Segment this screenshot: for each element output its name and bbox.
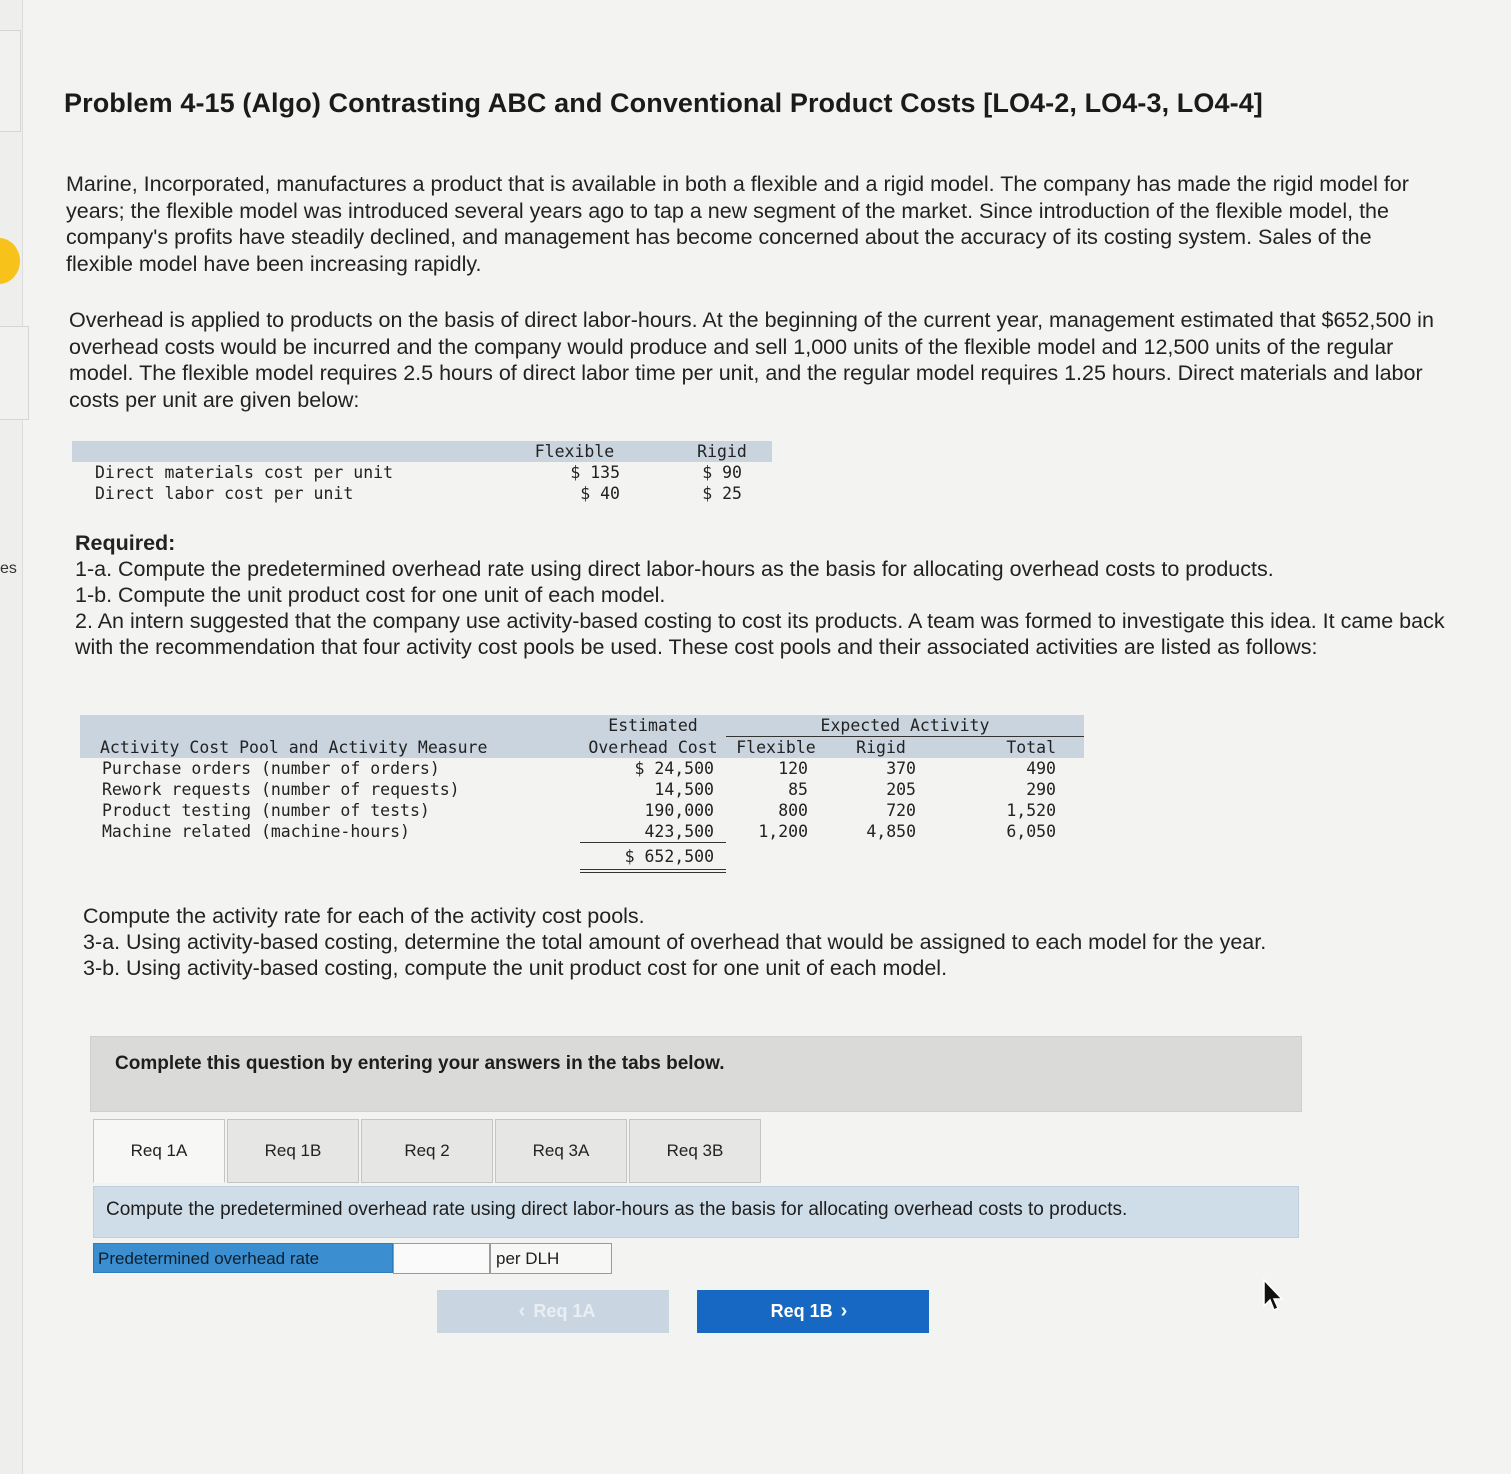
activity-cost-pool-table: [80, 715, 1084, 873]
cost-per-unit-table: [72, 441, 772, 504]
required-item: 3-a. Using activity-based costing, determine the total amount of overhead that would be assigned to each model for the year.: [83, 930, 1267, 954]
cell-spacer: [826, 843, 936, 872]
overhead-rate-input[interactable]: [393, 1243, 490, 1274]
cell-pool: Purchase orders (number of orders): [102, 759, 440, 778]
cell-rigid: $ 25: [702, 484, 742, 503]
cell-flexible: 120: [778, 759, 808, 778]
cell-rigid: 720: [886, 801, 916, 820]
tab-req-1b[interactable]: Req 1B: [227, 1119, 359, 1183]
table-row: [72, 483, 772, 504]
header-rigid: Rigid: [826, 737, 936, 759]
cell-cost: 14,500: [654, 780, 714, 799]
cell-total: 1,520: [1006, 801, 1056, 820]
required-item: 1-a. Compute the predetermined overhead rate using direct labor-hours as the basis for allocating overhead costs to products.: [75, 557, 1274, 581]
cell-flexible: 1,200: [758, 822, 808, 842]
cell-total-cost: $ 652,500: [580, 843, 726, 872]
left-panel-label: es: [0, 560, 17, 577]
required-item: 2. An intern suggested that the company use activity-based costing to cost its products. A team was formed to investigate this idea. It came back with the recommendation that four activity cost pools be used. These cost pools and their associated activities are listed as follows:: [75, 609, 1445, 659]
cell-pool: Rework requests (number of requests): [102, 780, 460, 799]
header-spacer: [80, 715, 580, 737]
instruction-banner-text: Complete this question by entering your answers in the tabs below.: [115, 1053, 725, 1074]
cell-spacer: [632, 462, 672, 483]
next-button[interactable]: [697, 1290, 929, 1333]
header-flexible: Flexible: [726, 737, 826, 759]
header-rigid: Rigid: [672, 441, 772, 462]
header-pool: Activity Cost Pool and Activity Measure: [80, 737, 580, 759]
table-row: [80, 800, 1084, 821]
tab-instruction-text: Compute the predetermined overhead rate using direct labor-hours as the basis for allocating overhead costs to products.: [106, 1199, 1128, 1220]
cell-total: 490: [1026, 759, 1056, 778]
cell-total: 6,050: [1006, 822, 1056, 842]
answer-unit: per DLH: [490, 1243, 612, 1274]
tab-req-1a[interactable]: Req 1A: [93, 1119, 225, 1183]
cell-rigid: $ 90: [702, 463, 742, 482]
left-panel-tab[interactable]: [0, 30, 21, 132]
tab-req-3a[interactable]: Req 3A: [495, 1119, 627, 1183]
row-label: Direct materials cost per unit: [95, 463, 394, 482]
cell-spacer: [726, 843, 826, 872]
cell-rigid: 370: [886, 759, 916, 778]
header-total: Total: [936, 737, 1084, 759]
cell-spacer: [936, 843, 1084, 872]
cell-cost: 190,000: [644, 801, 714, 820]
header-spacer: [72, 441, 517, 462]
required-heading: Required:: [75, 531, 176, 555]
chevron-right-icon: ›: [840, 1300, 848, 1322]
left-panel-tab[interactable]: [0, 326, 29, 420]
header-overhead-cost: Overhead Cost: [580, 737, 726, 759]
header-spacer: [632, 441, 672, 462]
row-label: Direct labor cost per unit: [95, 484, 354, 503]
cell-flexible: 85: [788, 780, 808, 799]
required-section: [75, 530, 1455, 660]
page-title: Problem 4-15 (Algo) Contrasting ABC and Conventional Product Costs [LO4-2, LO4-3, LO4-4]: [64, 88, 1263, 118]
problem-paragraph-1: Marine, Incorporated, manufactures a product that is available in both a flexible and a rigid model. The company has made the rigid model for years; the flexible model was introduced several years ago to tap a new segment of the market. Since introduction of the flexible model, the company's profits have steadily declined, and management has become concerned about the accuracy of its costing system. Sales of the flexible model have been increasing rapidly.: [66, 172, 1409, 276]
cell-pool: Machine related (machine-hours): [102, 822, 410, 842]
header-estimated: Estimated: [580, 715, 726, 737]
cell-cost: 423,500: [580, 821, 726, 843]
cell-cost: $ 24,500: [634, 759, 714, 778]
cell-rigid: 4,850: [866, 822, 916, 842]
header-expected-activity: Expected Activity: [726, 715, 1084, 737]
tab-req-2[interactable]: Req 2: [361, 1119, 493, 1183]
table-row: [80, 758, 1084, 779]
cell-flexible: $ 135: [570, 463, 620, 482]
table-row: [72, 462, 772, 483]
table-row-total: [80, 843, 1084, 872]
left-panel-edge: [0, 0, 23, 1474]
cell-spacer: [80, 843, 580, 872]
chevron-left-icon: ‹: [518, 1300, 526, 1322]
prev-button[interactable]: [437, 1290, 669, 1333]
cell-flexible: $ 40: [580, 484, 620, 503]
cell-flexible: 800: [778, 801, 808, 820]
required-item: Compute the activity rate for each of the activity cost pools.: [83, 904, 645, 928]
cell-total: 290: [1026, 780, 1056, 799]
header-flexible: Flexible: [517, 441, 632, 462]
required-section-2: [83, 903, 1413, 981]
mouse-cursor-icon: [1262, 1278, 1286, 1314]
required-item: 1-b. Compute the unit product cost for one unit of each model.: [75, 583, 666, 607]
required-item: 3-b. Using activity-based costing, compute the unit product cost for one unit of each model.: [83, 956, 948, 980]
table-row: [80, 779, 1084, 800]
req-tabs: [93, 1119, 763, 1185]
cell-pool: Product testing (number of tests): [102, 801, 430, 820]
answer-label: Predetermined overhead rate: [93, 1243, 393, 1273]
tab-req-3b[interactable]: Req 3B: [629, 1119, 761, 1183]
cell-spacer: [632, 483, 672, 504]
problem-paragraph-2: Overhead is applied to products on the basis of direct labor-hours. At the beginning of the current year, management estimated that $652,500 in overhead costs would be incurred and the company would produce and sell 1,000 units of the flexible model and 12,500 units of the regular model. The flexible model requires 2.5 hours of direct labor time per unit, and the regular model requires 1.25 hours. Direct materials and labor costs per unit are given below:: [69, 308, 1434, 412]
table-row: [80, 821, 1084, 843]
prev-button-label: Req 1A: [533, 1301, 596, 1321]
next-button-label: Req 1B: [770, 1301, 833, 1321]
cell-rigid: 205: [886, 780, 916, 799]
